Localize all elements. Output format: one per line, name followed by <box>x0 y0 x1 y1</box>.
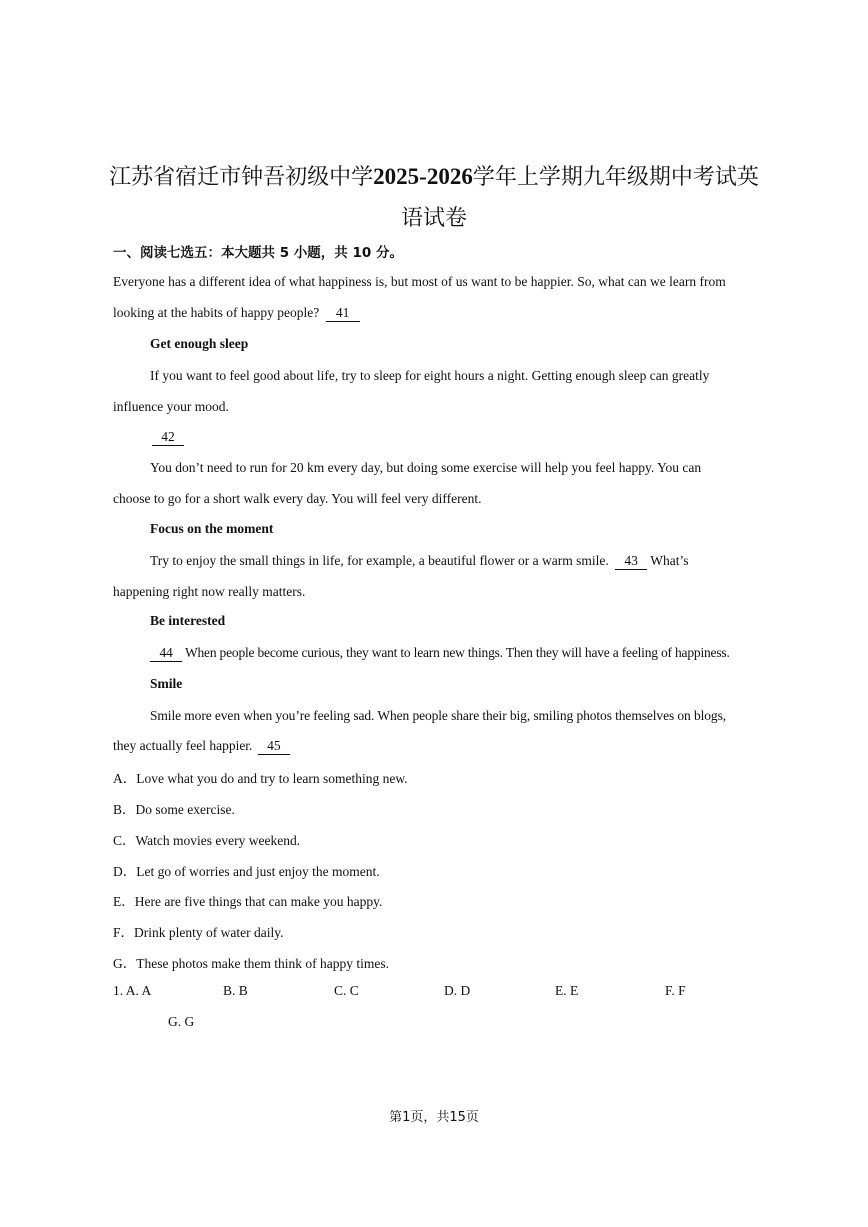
sleep-line-2: influence your mood. <box>113 399 229 414</box>
smile-line-1: Smile more even when you’re feeling sad. When people share their big, smiling photos themselves on blogs, <box>150 708 726 723</box>
option-g: G．These photos make them think of happy times. <box>113 956 389 971</box>
focus-text: Try to enjoy the small things in life, for example, a beautiful flower or a warm smile. <box>150 553 609 568</box>
intro-line-2 <box>113 303 360 323</box>
heading-interested: Be interested <box>150 613 226 628</box>
option-c: C．Watch movies every weekend. <box>113 833 301 848</box>
section-heading: 一、阅读七选五：本大题共 5 小题，共 10 分。 <box>113 245 403 261</box>
smile-text: they actually feel happier. <box>113 738 253 753</box>
answer-choice-b: B. B <box>223 983 248 998</box>
blank-42: 42 <box>152 429 184 446</box>
blank-41: 41 <box>326 305 360 322</box>
heading-smile: Smile <box>150 676 183 691</box>
exercise-line-2: choose to go for a short walk every day. You will feel very different. <box>113 491 482 506</box>
title-text-a: 江苏省宿迁市钟吾初级中学 <box>109 165 374 190</box>
option-a: A．Love what you do and try to learn something new. <box>113 771 408 786</box>
focus-line-1 <box>150 551 689 571</box>
intro-text: looking at the habits of happy people? <box>113 305 320 320</box>
page-title-line-2: 语试卷 <box>400 206 467 231</box>
answer-choice-g: G. G <box>168 1014 195 1029</box>
smile-line-2 <box>113 736 290 756</box>
option-d: D．Let go of worries and just enjoy the moment. <box>113 864 380 879</box>
answer-choice-e: E. E <box>555 983 579 998</box>
page-title-line-1 <box>0 160 868 191</box>
focus-text-end: What’s <box>650 553 689 568</box>
answer-choice-c: C. C <box>334 983 359 998</box>
exercise-line-1: You don’t need to run for 20 km every day, but doing some exercise will help you feel happy. You can <box>150 460 702 475</box>
option-f: F．Drink plenty of water daily. <box>113 925 284 940</box>
blank-44: 44 <box>150 645 182 662</box>
sleep-line-1: If you want to feel good about life, try to sleep for eight hours a night. Getting enough sleep can greatly <box>150 368 710 383</box>
blank-43: 43 <box>615 553 647 570</box>
heading-sleep: Get enough sleep <box>150 336 249 351</box>
heading-focus: Focus on the moment <box>150 521 274 536</box>
interested-line <box>150 643 730 663</box>
option-e: E．Here are five things that can make you happy. <box>113 894 383 909</box>
blank-42-line <box>152 427 184 447</box>
page-footer: 第1页，共15页 <box>389 1110 479 1125</box>
blank-45: 45 <box>258 738 290 755</box>
interested-text: When people become curious, they want to learn new things. Then they will have a feeling of happiness. <box>184 645 730 660</box>
focus-line-2: happening right now really matters. <box>113 584 306 599</box>
answer-choice-a: 1. A. A <box>113 983 152 998</box>
intro-line-1: Everyone has a different idea of what happiness is, but most of us want to be happier. So, what can we learn from <box>113 274 726 289</box>
option-b: B．Do some exercise. <box>113 802 235 817</box>
title-year: 2025-2026 <box>373 164 473 189</box>
answer-choice-d: D. D <box>444 983 471 998</box>
title-text-b: 学年上学期九年级期中考试英 <box>472 165 759 190</box>
answer-choice-f: F. F <box>665 983 686 998</box>
